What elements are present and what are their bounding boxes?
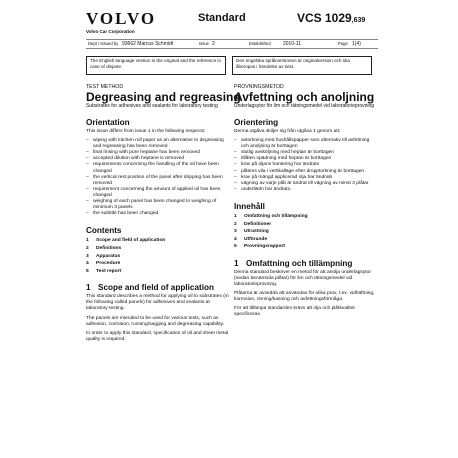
contents-label: Scope and field of application xyxy=(96,238,166,244)
contents-label: Definitions xyxy=(96,245,122,251)
change-item-sv: – vägning av varje plåt är ändrat till vägning av minst 3 plåtar xyxy=(234,181,378,187)
orientation-heading: Orientation xyxy=(86,118,130,127)
changes-list xyxy=(86,138,230,217)
scope-paragraph-sv: Plåtarna är avsedda att användas för olika prov, t.ex. vidhäftning, korrosion, rinning/kasning och avfettningsförmåga. xyxy=(234,291,375,303)
page-label: Page xyxy=(338,41,348,46)
swedish-column xyxy=(234,80,378,322)
change-item: – accepted dilution with heptane is removed xyxy=(86,156,230,162)
brand-block xyxy=(86,10,156,34)
company-name: Volvo Car Corporation xyxy=(86,29,135,34)
dept-value: 93662 Marcus Schmidt xyxy=(122,41,174,47)
contents-item-sv[interactable] xyxy=(234,221,378,229)
change-item-sv: – undertiteln har ändrats. xyxy=(234,187,378,193)
standard-number-main: VCS 1029 xyxy=(297,11,352,25)
dept-label: Dept / Issued by xyxy=(88,41,119,46)
scope-paragraph-sv: För att tillämpa standarden krävs att olja och plåtkvalitet specificeras. xyxy=(234,306,355,318)
contents-number-sv: 4 xyxy=(234,236,237,242)
contents-item[interactable] xyxy=(86,237,230,245)
change-item-sv: – slutlig avsköljning med heptan är borttagen xyxy=(234,150,378,156)
document-meta-row xyxy=(86,39,378,49)
change-item: – wiping with kitchen roll paper as an alternative to degreasing and regreasing has been removed xyxy=(86,138,230,150)
orientation-intro-sv: Denna utgåva skiljer sig från utgåva 1 genom att: xyxy=(234,129,341,134)
contents-item[interactable] xyxy=(86,260,230,268)
contents-item[interactable] xyxy=(86,268,230,276)
change-item-sv: – avtorkning med hushållspapper som alternativ till avfettning och anoljning är borttagen xyxy=(234,138,378,150)
contents-list xyxy=(86,237,230,275)
scope-number: 1 xyxy=(86,283,91,293)
english-column xyxy=(86,80,241,346)
change-item: – requirements concerning the handling of the oil have been changed xyxy=(86,162,230,174)
contents-label-sv: Omfattning och tillämpning xyxy=(244,213,308,219)
method-label: TEST METHOD xyxy=(86,84,124,90)
contents-label-sv: Provningsrapport xyxy=(244,244,286,250)
document-title-sv: Avfettning och anoljning xyxy=(234,90,375,104)
document-subtitle-sv: Underlagsytor för lim och tätningsmedel vid laboratorieprovning xyxy=(234,103,375,109)
notice-english: The English language version is the original and the reference in case of dispute. xyxy=(86,56,226,75)
established-label: Established xyxy=(249,41,271,46)
standard-label: Standard xyxy=(198,12,246,24)
contents-label-sv: Utförande xyxy=(244,236,268,242)
changes-list-sv xyxy=(234,138,378,193)
contents-label: Test report xyxy=(96,268,122,274)
page-value: 1(4) xyxy=(352,41,361,47)
contents-number: 1 xyxy=(86,238,89,244)
document-subtitle: Substrates for adhesives and sealants for laboratory testing xyxy=(86,103,218,109)
contents-list-sv xyxy=(234,213,378,251)
scope-heading xyxy=(86,283,230,292)
change-item: – requirement concerning the amount of applied oil has been changed xyxy=(86,187,230,199)
scope-title: Scope and field of application xyxy=(98,283,215,293)
volvo-logo: VOLVO xyxy=(86,9,157,28)
standard-number xyxy=(297,11,365,25)
contents-label: Apparatus xyxy=(96,253,121,259)
contents-number-sv: 1 xyxy=(234,213,237,219)
contents-number: 3 xyxy=(86,253,89,259)
change-item-sv: – krav på oljans hantering har ändrats xyxy=(234,162,378,168)
contents-item-sv[interactable] xyxy=(234,228,378,236)
contents-item[interactable] xyxy=(86,253,230,261)
contents-label-sv: Utrustning xyxy=(244,229,269,235)
contents-item-sv[interactable] xyxy=(234,243,378,251)
orientation-intro: This issue differs from issue 1 in the following respects: xyxy=(86,129,206,134)
issue-value: 2 xyxy=(212,41,215,47)
method-label-sv: PROVNINGSMETOD xyxy=(234,84,284,90)
standard-number-suffix: ,639 xyxy=(351,17,366,24)
scope-number-sv: 1 xyxy=(234,258,239,268)
notice-swedish: Den engelska språkversionen är originalversion och ska åberopas i händelse av tvist. xyxy=(232,56,372,75)
contents-item-sv[interactable] xyxy=(234,236,378,244)
scope-paragraph: In order to apply this standard, specification of oil and sheet metal quality is required. xyxy=(86,330,229,342)
change-item: – weighing of each panel has been changed to weighing of minimum 3 panels xyxy=(86,199,230,211)
established-value: 2010-11 xyxy=(283,41,301,47)
document-title: Degreasing and regreasing xyxy=(86,90,241,104)
change-item-sv: – krav på mängd applicerad olja har ändrats xyxy=(234,175,378,181)
contents-number: 5 xyxy=(86,268,89,274)
scope-paragraph: The panels are intended to be used for various tests, such as adhesion, corrosion, running/sagging and degreasing capability. xyxy=(86,315,225,327)
change-item: – final rinsing with pure heptane has been removed xyxy=(86,150,230,156)
contents-label-sv: Definitioner xyxy=(244,221,272,227)
scope-paragraph-sv: Denna standard beskriver en metod för att anolja underlagsytor (nedan benämnda plåtar) för lim och tätningsmedel vid laboratorieprovning. xyxy=(234,269,372,288)
change-item-sv: – tillåten spädning med heptan är borttagen xyxy=(234,156,378,162)
contents-label: Procedure xyxy=(96,261,121,267)
scope-paragraph: This standard describes a method for applying oil to substrates (in the following called panels) for adhesives and sealants at laboratory testing. xyxy=(86,294,229,312)
scope-title-sv: Omfattning och tillämpning xyxy=(246,258,353,268)
change-item: – the subtitle has been changed. xyxy=(86,211,230,217)
contents-number-sv: 2 xyxy=(234,221,237,227)
contents-heading-sv: Innehåll xyxy=(234,201,265,211)
contents-item-sv[interactable] xyxy=(234,213,378,221)
issue-label: Issue xyxy=(199,41,210,46)
contents-number: 4 xyxy=(86,261,89,267)
scope-heading-sv xyxy=(234,259,378,268)
contents-item[interactable] xyxy=(86,245,230,253)
orientation-heading-sv: Orientering xyxy=(234,118,279,127)
contents-number-sv: 5 xyxy=(234,244,237,250)
contents-heading: Contents xyxy=(86,226,122,236)
contents-number-sv: 3 xyxy=(234,229,237,235)
contents-number: 2 xyxy=(86,245,89,251)
change-item: – the vertical rest position of the panel after dripping has been removed xyxy=(86,175,230,187)
change-item-sv: – plåtens vila i vertikalläge efter dropptorkning är borttagen xyxy=(234,169,378,175)
